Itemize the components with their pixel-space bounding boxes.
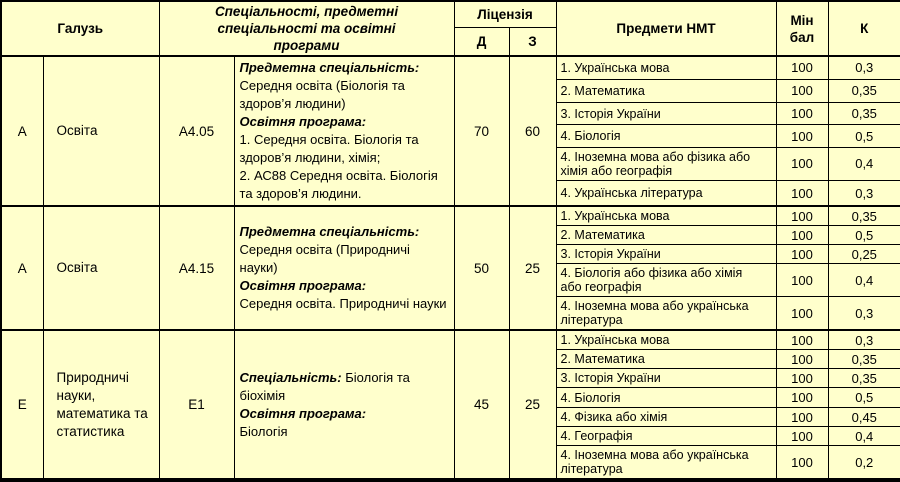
specialty-description (234, 206, 454, 330)
coefficient-value: 0,35 (828, 79, 900, 102)
min-score-value: 100 (776, 103, 828, 125)
coefficient-value: 0,3 (828, 56, 900, 79)
specialty-code: А4.15 (159, 206, 234, 330)
coefficient-value: 0,5 (828, 125, 900, 147)
coefficient-value: 0,3 (828, 181, 900, 206)
description-text: Середня освіта (Природничі науки) (239, 242, 410, 275)
subject-name: 4. Іноземна мова або фізика або хімія або географія (556, 147, 776, 180)
subject-name: 1. Українська мова (556, 206, 776, 226)
coefficient-value: 0,5 (828, 388, 900, 408)
min-score-value: 100 (776, 245, 828, 264)
col-header-min-score: Мін бал (776, 1, 828, 56)
license-z-value: 25 (509, 206, 556, 330)
col-header-specialties (159, 1, 454, 56)
min-score-value: 100 (776, 264, 828, 297)
min-score-value: 100 (776, 408, 828, 427)
min-score-value: 100 (776, 330, 828, 350)
subject-name: 2. Математика (556, 79, 776, 102)
subject-name: 1. Українська мова (556, 330, 776, 350)
coefficient-value: 0,2 (828, 446, 900, 481)
coefficient-value: 0,35 (828, 369, 900, 388)
galuz-letter: А (1, 206, 43, 330)
galuz-name: Освіта (43, 206, 159, 330)
subject-name: 4. Іноземна мова або українська література (556, 446, 776, 481)
description-text: 2. АС88 Середня освіта. Біологія та здоров’я людини. (239, 168, 438, 201)
min-score-value: 100 (776, 427, 828, 446)
min-score-value: 100 (776, 79, 828, 102)
subject-name: 4. Біологія (556, 388, 776, 408)
description-text: Біологія (239, 423, 288, 439)
subject-name: 1. Українська мова (556, 56, 776, 79)
description-label: Освітня програма: (239, 278, 367, 293)
coefficient-value: 0,35 (828, 350, 900, 369)
description-label: Спеціальність: (239, 369, 342, 385)
coefficient-value: 0,5 (828, 226, 900, 245)
description-text: Середня освіта. Природничі науки (239, 296, 447, 311)
coefficient-value: 0,3 (828, 330, 900, 350)
description-label: Освітня програма: (239, 405, 367, 421)
coefficient-value: 0,35 (828, 103, 900, 125)
subject-name: 4. Іноземна мова або українська література (556, 297, 776, 331)
subject-name: 2. Математика (556, 350, 776, 369)
description-label: Освітня програма: (239, 114, 367, 129)
description-label: Предметна спеціальність: (239, 60, 420, 75)
coefficient-value: 0,4 (828, 427, 900, 446)
min-score-value: 100 (776, 388, 828, 408)
header-row-1 (1, 1, 900, 27)
subject-name: 4. Географія (556, 427, 776, 446)
col-header-coefficient: К (828, 1, 900, 56)
min-score-value: 100 (776, 181, 828, 206)
min-score-value: 100 (776, 297, 828, 331)
coefficient-value: 0,4 (828, 147, 900, 180)
min-score-value: 100 (776, 369, 828, 388)
min-score-value: 100 (776, 125, 828, 147)
subject-name: 3. Історія України (556, 103, 776, 125)
description-label: Предметна спеціальність: (239, 224, 420, 239)
min-score-value: 100 (776, 206, 828, 226)
subject-name: 3. Історія України (556, 369, 776, 388)
description-text: Біологія та біохімія (239, 369, 410, 403)
subject-name: 3. Історія України (556, 245, 776, 264)
subject-row (1, 206, 900, 226)
specialty-description (234, 330, 454, 480)
subject-name: 4. Українська література (556, 181, 776, 206)
subject-name: 4. Біологія (556, 125, 776, 147)
subject-row (1, 330, 900, 350)
license-d-value: 70 (454, 56, 509, 206)
min-score-value: 100 (776, 446, 828, 481)
min-score-value: 100 (776, 226, 828, 245)
license-z-value: 25 (509, 330, 556, 480)
galuz-letter: Е (1, 330, 43, 480)
license-z-value: 60 (509, 56, 556, 206)
license-d-value: 45 (454, 330, 509, 480)
subject-name: 4. Фізика або хімія (556, 408, 776, 427)
coefficient-value: 0,25 (828, 245, 900, 264)
specialty-code: Е1 (159, 330, 234, 480)
specialty-description (234, 56, 454, 206)
license-d-value: 50 (454, 206, 509, 330)
coefficient-value: 0,4 (828, 264, 900, 297)
description-text: Середня освіта (Біологія та здоров’я людини) (239, 78, 405, 111)
col-header-license-z: З (509, 27, 556, 56)
col-header-license-d: Д (454, 27, 509, 56)
subject-name: 4. Біологія або фізика або хімія або географія (556, 264, 776, 297)
specialty-code: А4.05 (159, 56, 234, 206)
description-text: 1. Середня освіта. Біологія та здоров’я людини, хімія; (239, 132, 419, 165)
col-header-specialties-label: Спеціальності, предметні спеціальності та освітні програми (214, 4, 399, 53)
min-score-value: 100 (776, 147, 828, 180)
col-header-galuz: Галузь (1, 1, 159, 56)
col-header-subjects: Предмети НМТ (556, 1, 776, 56)
subject-name: 2. Математика (556, 226, 776, 245)
min-score-value: 100 (776, 56, 828, 79)
subject-row (1, 56, 900, 79)
galuz-name: Освіта (43, 56, 159, 206)
coefficient-value: 0,45 (828, 408, 900, 427)
galuz-name: Природничі науки, математика та статистика (43, 330, 159, 480)
description-line (240, 369, 448, 405)
col-header-license: Ліцензія (454, 1, 556, 27)
coefficient-value: 0,35 (828, 206, 900, 226)
galuz-letter: А (1, 56, 43, 206)
min-score-value: 100 (776, 350, 828, 369)
coefficient-value: 0,3 (828, 297, 900, 331)
